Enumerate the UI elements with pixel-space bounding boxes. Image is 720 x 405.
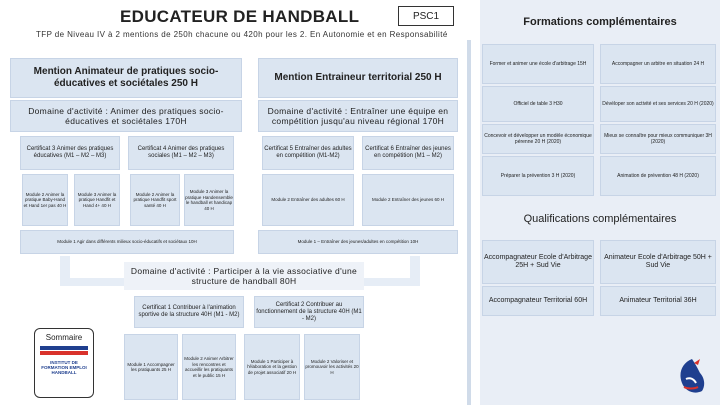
formation-item: Dévéloper son activité et ses services 20 H (2020) — [600, 86, 716, 122]
rooster-svg — [672, 355, 712, 399]
rooster-logo-icon — [672, 355, 712, 399]
domain-vie-associative: Domaine d'activité : Participer à la vie associative d'une structure de handball 80H — [124, 262, 364, 290]
certificat-6: Certificat 6 Entraîner des jeunes en compétition (M1 – M2) — [362, 136, 454, 170]
qualifications-title: Qualifications complémentaires — [523, 213, 677, 225]
formation-item: Accompagner un arbitre en situation 24 H — [600, 44, 716, 84]
formation-item: Animation de prévention 48 H (2020) — [600, 156, 716, 196]
page-subtitle: TFP de Niveau IV à 2 mentions de 250h chacune ou 420h pour les 2. En Autonomie et en Responsabilité — [36, 30, 448, 39]
c5-module-2: Module 2 Entraîner des adultes 60 H — [262, 174, 354, 226]
certificat-2: Certificat 2 Contribuer au fonctionnement de la structure 40H (M1 - M2) — [254, 296, 364, 328]
c2-module-1: Module 1 Participer à l'élaboration et la gestion de projet associatif 20 H — [244, 334, 300, 400]
right-module-1: Module 1 – Entraîner des jeunes/adultes en compétition 10H — [258, 230, 458, 254]
psc1-badge: PSC1 — [398, 6, 454, 26]
formations-title: Formations complémentaires — [523, 16, 677, 28]
c1-module-2: Module 2 Animer Arbitrer les rencontres et accueillir les pratiquants et le public 15 H — [182, 334, 236, 400]
c4-module-2: Module 2 Animer la pratique Handfit sport santé 40 H — [130, 174, 180, 226]
mention-entraineur: Mention Entraineur territorial 250 H — [258, 58, 458, 98]
certificat-3: Certificat 3 Animer des pratiques éducatives (M1 – M2 – M3) — [20, 136, 120, 170]
c2-module-2: Module 2 Valoriser et promouvoir les activités 20 H — [304, 334, 360, 400]
formation-item: Mieux se connaître pour mieux communiquer 3H (2020) — [600, 124, 716, 154]
qualification-item: Accompagnateur Ecole d'Arbitrage 25H + Sud Vie — [482, 240, 594, 284]
vertical-divider — [467, 40, 471, 405]
domain-animer: Domaine d'activité : Animer des pratiques socio-éducatives et sociétales 170H — [10, 100, 242, 132]
formation-item: Former et animer une école d'arbitrage 15H — [482, 44, 594, 84]
sommaire-button[interactable] — [34, 328, 94, 398]
c1-module-1: Module 1 Accompagner les pratiquants 25 H — [124, 334, 178, 400]
formation-item: Officiel de table 3 H30 — [482, 86, 594, 122]
c3-module-2: Module 2 Animer la pratique Baby-Hand et Hand 1er pas 40 H — [22, 174, 68, 226]
certificat-4: Certificat 4 Animer des pratiques sociales (M1 – M2 – M3) — [128, 136, 234, 170]
certificat-1: Certificat 1 Contribuer à l'animation sportive de la structure 40H (M1 - M2) — [134, 296, 244, 328]
formation-item: Concevoir et développer un modèle économique pérenne 20 H (2020) — [482, 124, 594, 154]
ifeh-logo-mark — [40, 346, 88, 356]
certificat-5: Certificat 5 Entraîner des adultes en compétition (M1-M2) — [262, 136, 354, 170]
qualification-item: Accompagnateur Territorial 60H — [482, 286, 594, 316]
qualification-item: Animateur Territorial 36H — [600, 286, 716, 316]
ifeh-logo — [40, 346, 88, 375]
c4-module-3: Module 3 Animer la pratique Handensemble le handball et handicap 40 H — [184, 174, 234, 226]
page-title: EDUCATEUR DE HANDBALL — [120, 7, 360, 26]
left-module-1: Module 1 Agir dans différents milieux socio-éducatifs et sociétaux 10H — [20, 230, 234, 254]
c6-module-2: Module 2 Entraîner des jeunes 60 H — [362, 174, 454, 226]
qualification-item: Animateur Ecole d'Arbitrage 50H + Sud Vie — [600, 240, 716, 284]
mention-animateur: Mention Animateur de pratiques socio-éducatives et sociétales 250 H — [10, 58, 242, 98]
formation-item: Préparer la prévention 3 H (2020) — [482, 156, 594, 196]
domain-entrainer: Domaine d'activité : Entraîner une équipe en compétition jusqu'au niveau régional 170H — [258, 100, 458, 132]
c3-module-3: Module 3 Animer la pratique Handfit et Hand 4+ 40 H — [74, 174, 120, 226]
ifeh-logo-text: INSTITUT DE FORMATION EMPLOI HANDBALL — [41, 360, 87, 375]
sommaire-label: Sommaire — [45, 333, 83, 342]
